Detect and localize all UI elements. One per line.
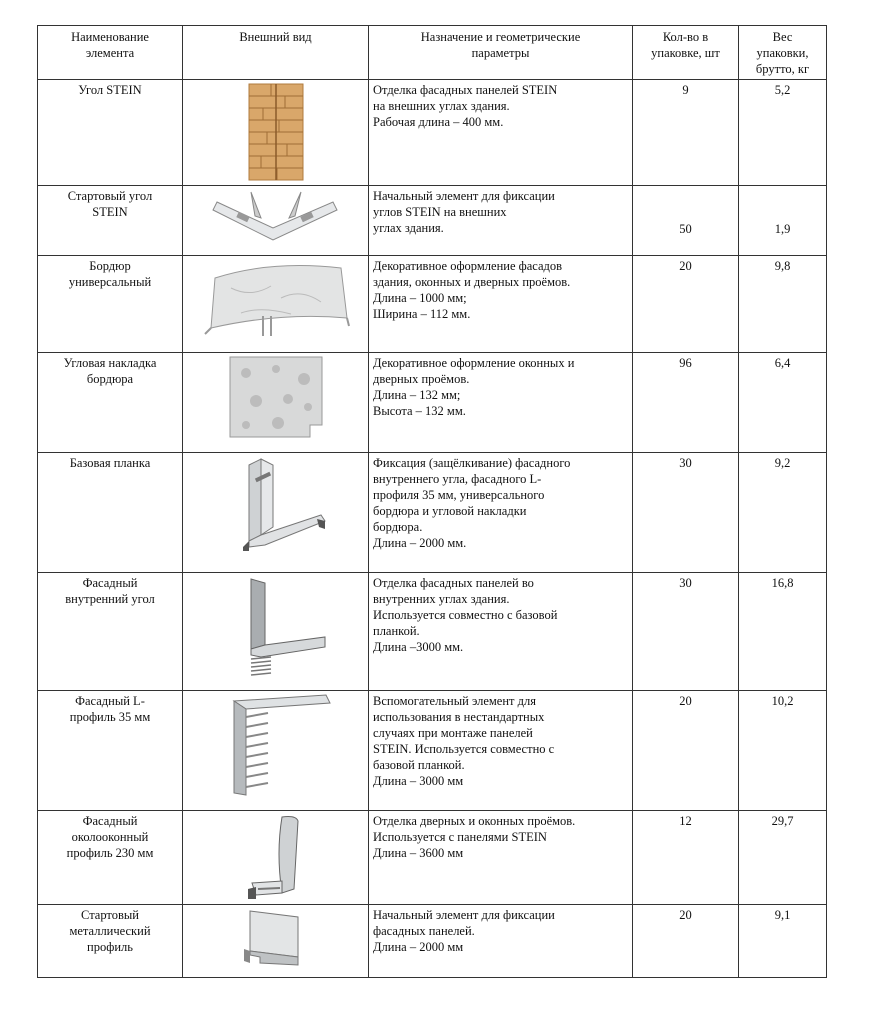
window-profile-icon [183, 811, 369, 905]
header-row [38, 26, 827, 80]
table-row [38, 256, 827, 353]
row-qty: 9 [633, 80, 739, 186]
product-spec-table [37, 25, 827, 978]
table-row [38, 811, 827, 905]
header-look: Внешний вид [183, 26, 369, 80]
row-weight: 9,2 [739, 453, 827, 573]
row-desc: Отделка фасадных панелей STEIN на внешних углах здания. Рабочая длина – 400 мм. [369, 80, 633, 186]
stone-corner-icon [183, 80, 369, 186]
row-name: Стартовый металлический профиль [38, 905, 183, 978]
header-name: Наименование элемента [38, 26, 183, 80]
row-weight: 5,2 [739, 80, 827, 186]
header-weight: Вес упаковки, брутто, кг [739, 26, 827, 80]
row-qty: 12 [633, 811, 739, 905]
row-name: Стартовый угол STEIN [38, 186, 183, 256]
row-qty: 20 [633, 256, 739, 353]
row-qty: 20 [633, 691, 739, 811]
l-profile-icon [183, 691, 369, 811]
row-weight: 9,8 [739, 256, 827, 353]
row-name: Угол STEIN [38, 80, 183, 186]
row-name: Фасадный околооконный профиль 230 мм [38, 811, 183, 905]
row-desc: Декоративное оформление оконных и дверных проёмов. Длина – 132 мм; Высота – 132 мм. [369, 353, 633, 453]
row-weight: 6,4 [739, 353, 827, 453]
row-desc: Отделка дверных и оконных проёмов. Используется с панелями STEIN Длина – 3600 мм [369, 811, 633, 905]
starter-corner-icon [183, 186, 369, 256]
row-name: Угловая накладка бордюра [38, 353, 183, 453]
row-name: Базовая планка [38, 453, 183, 573]
header-purpose: Назначение и геометрические параметры [369, 26, 633, 80]
metal-starter-icon [183, 905, 369, 978]
corner-overlay-icon [183, 353, 369, 453]
row-name: Бордюр универсальный [38, 256, 183, 353]
row-desc: Начальный элемент для фиксации углов STEIN на внешних углах здания. [369, 186, 633, 256]
row-desc: Фиксация (защёлкивание) фасадного внутреннего угла, фасадного L- профиля 35 мм, универсального бордюра и угловой накладки бордюра. Длина – 2000 мм. [369, 453, 633, 573]
row-desc: Отделка фасадных панелей во внутренних углах здания. Используется совместно с базовой планкой. Длина –3000 мм. [369, 573, 633, 691]
base-bar-icon [183, 453, 369, 573]
row-weight: 29,7 [739, 811, 827, 905]
border-strip-icon [183, 256, 369, 353]
header-qty: Кол-во в упаковке, шт [633, 26, 739, 80]
table-row [38, 905, 827, 978]
row-weight: 10,2 [739, 691, 827, 811]
row-desc: Декоративное оформление фасадов здания, оконных и дверных проёмов. Длина – 1000 мм; Ширина – 112 мм. [369, 256, 633, 353]
row-qty: 20 [633, 905, 739, 978]
inner-corner-icon [183, 573, 369, 691]
row-name: Фасадный L- профиль 35 мм [38, 691, 183, 811]
row-weight: 16,8 [739, 573, 827, 691]
row-qty: 30 [633, 453, 739, 573]
table-row [38, 691, 827, 811]
row-qty: 50 [633, 186, 739, 256]
row-qty: 96 [633, 353, 739, 453]
row-desc: Вспомогательный элемент для использования в нестандартных случаях при монтаже панелей STEIN. Используется совместно с базовой планкой. Длина – 3000 мм [369, 691, 633, 811]
row-qty: 30 [633, 573, 739, 691]
table-row [38, 573, 827, 691]
table-row [38, 80, 827, 186]
row-weight: 9,1 [739, 905, 827, 978]
row-weight: 1,9 [739, 186, 827, 256]
table-row [38, 353, 827, 453]
table-row [38, 186, 827, 256]
row-desc: Начальный элемент для фиксации фасадных панелей. Длина – 2000 мм [369, 905, 633, 978]
table-row [38, 453, 827, 573]
row-name: Фасадный внутренний угол [38, 573, 183, 691]
